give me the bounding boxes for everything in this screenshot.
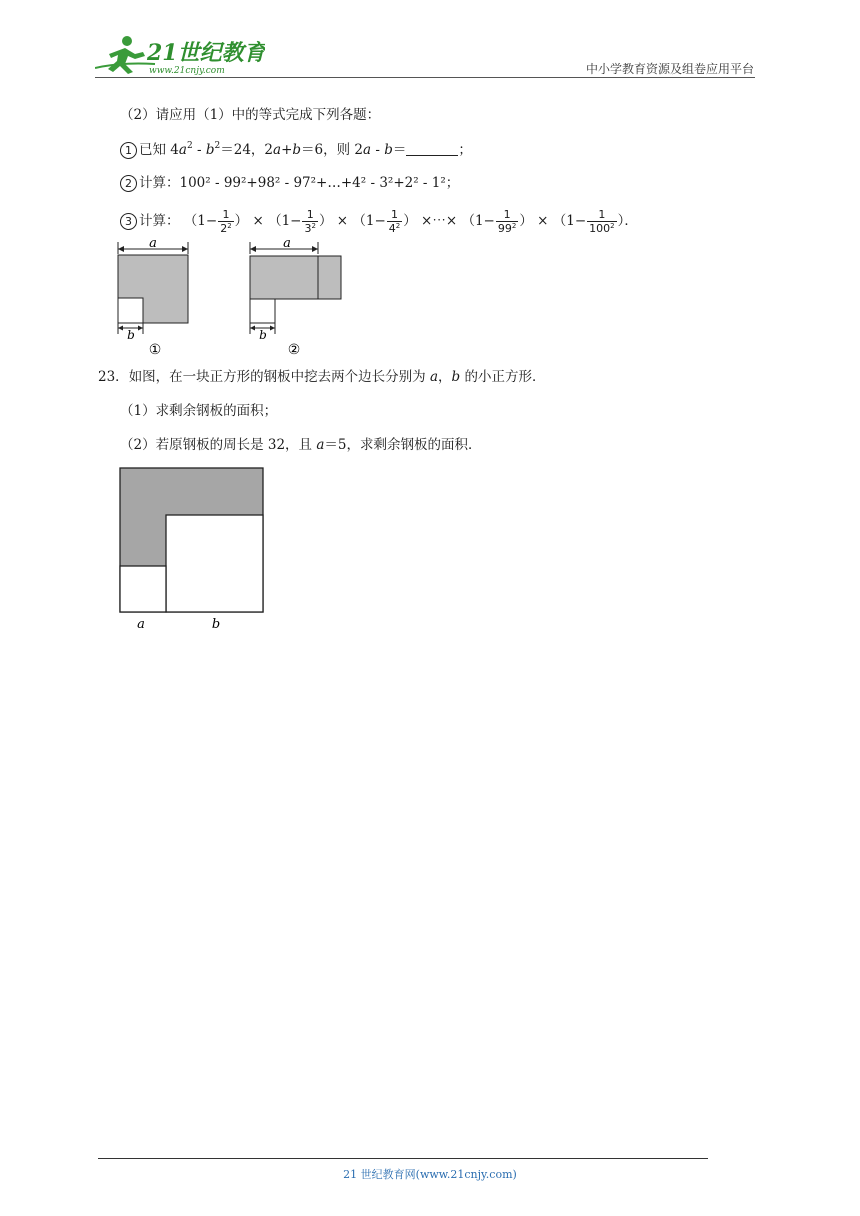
fig2-label-a: a: [283, 238, 291, 251]
circled-2: 2: [120, 175, 137, 192]
fig1-label-b: b: [127, 328, 135, 342]
site-logo: [95, 34, 265, 76]
fraction-1-over-4sq: $\frac{1}{4^2}$: [388, 207, 401, 235]
q22-part2-label: （2）请应用（1）中的等式完成下列各题：: [120, 107, 381, 123]
q22-item2: 2 计算：100² - 99²+98² - 97²+…+4² - 3²+2² - 1²；: [120, 174, 459, 192]
q22-item1: 1 已知 $4a^2 - b^2=24$，2a+b＝6，则 2a - b＝ ；: [120, 141, 472, 159]
q23-label-a: a: [137, 617, 145, 632]
fig2-caption: ②: [287, 342, 301, 358]
logo-text: 21世纪教育: [147, 40, 265, 66]
circled-1: 1: [120, 142, 137, 159]
fraction-1-over-99sq: $\frac{1}{99^2}$: [497, 207, 517, 235]
circled-3: 3: [120, 213, 137, 230]
fraction-1-over-100sq: $\frac{1}{100^2}$: [589, 207, 615, 235]
answer-blank: [406, 143, 458, 156]
q23-label-b: b: [211, 617, 221, 632]
q23-stem: 23．如图，在一块正方形的钢板中挖去两个边长分别为 a，b 的小正方形．: [98, 369, 546, 385]
figure-2: [250, 238, 341, 358]
fig2-label-b: b: [259, 328, 267, 342]
logo-url: www.21cnjy.com: [149, 66, 225, 76]
footer-link[interactable]: 21 世纪教育网(www.21cnjy.com): [343, 1168, 517, 1181]
fraction-1-over-3sq: $\frac{1}{3^2}$: [304, 207, 316, 235]
q22-figures: [110, 238, 370, 360]
fig1-label-a: a: [149, 238, 157, 251]
q23-part1: （1）求剩余钢板的面积；: [120, 403, 278, 419]
fraction-1-over-2sq: $\frac{1}{2^2}$: [220, 207, 232, 235]
figure-1: [118, 238, 188, 358]
q23-part2: （2）若原钢板的周长是 32，且 a＝5，求剩余钢板的面积．: [120, 437, 482, 453]
header-platform-name: 中小学教育资源及组卷应用平台: [585, 62, 754, 76]
q22-item3: 3 计算： （1− $\frac{1}{2^2}$ ） × （1− $\frac{1}{3^2}$ ） × （1− $\frac{1}{4^2}$ ） ×⋯× （1− $\frac{1}{99^2}$ ） × （1− $\frac{1}{100^2}$ ）．: [120, 206, 638, 236]
fig1-caption: ①: [148, 342, 162, 358]
q23-figure: [112, 464, 272, 636]
runner-icon: [95, 36, 155, 74]
footer-divider: [98, 1158, 708, 1159]
header-divider: [95, 77, 755, 78]
